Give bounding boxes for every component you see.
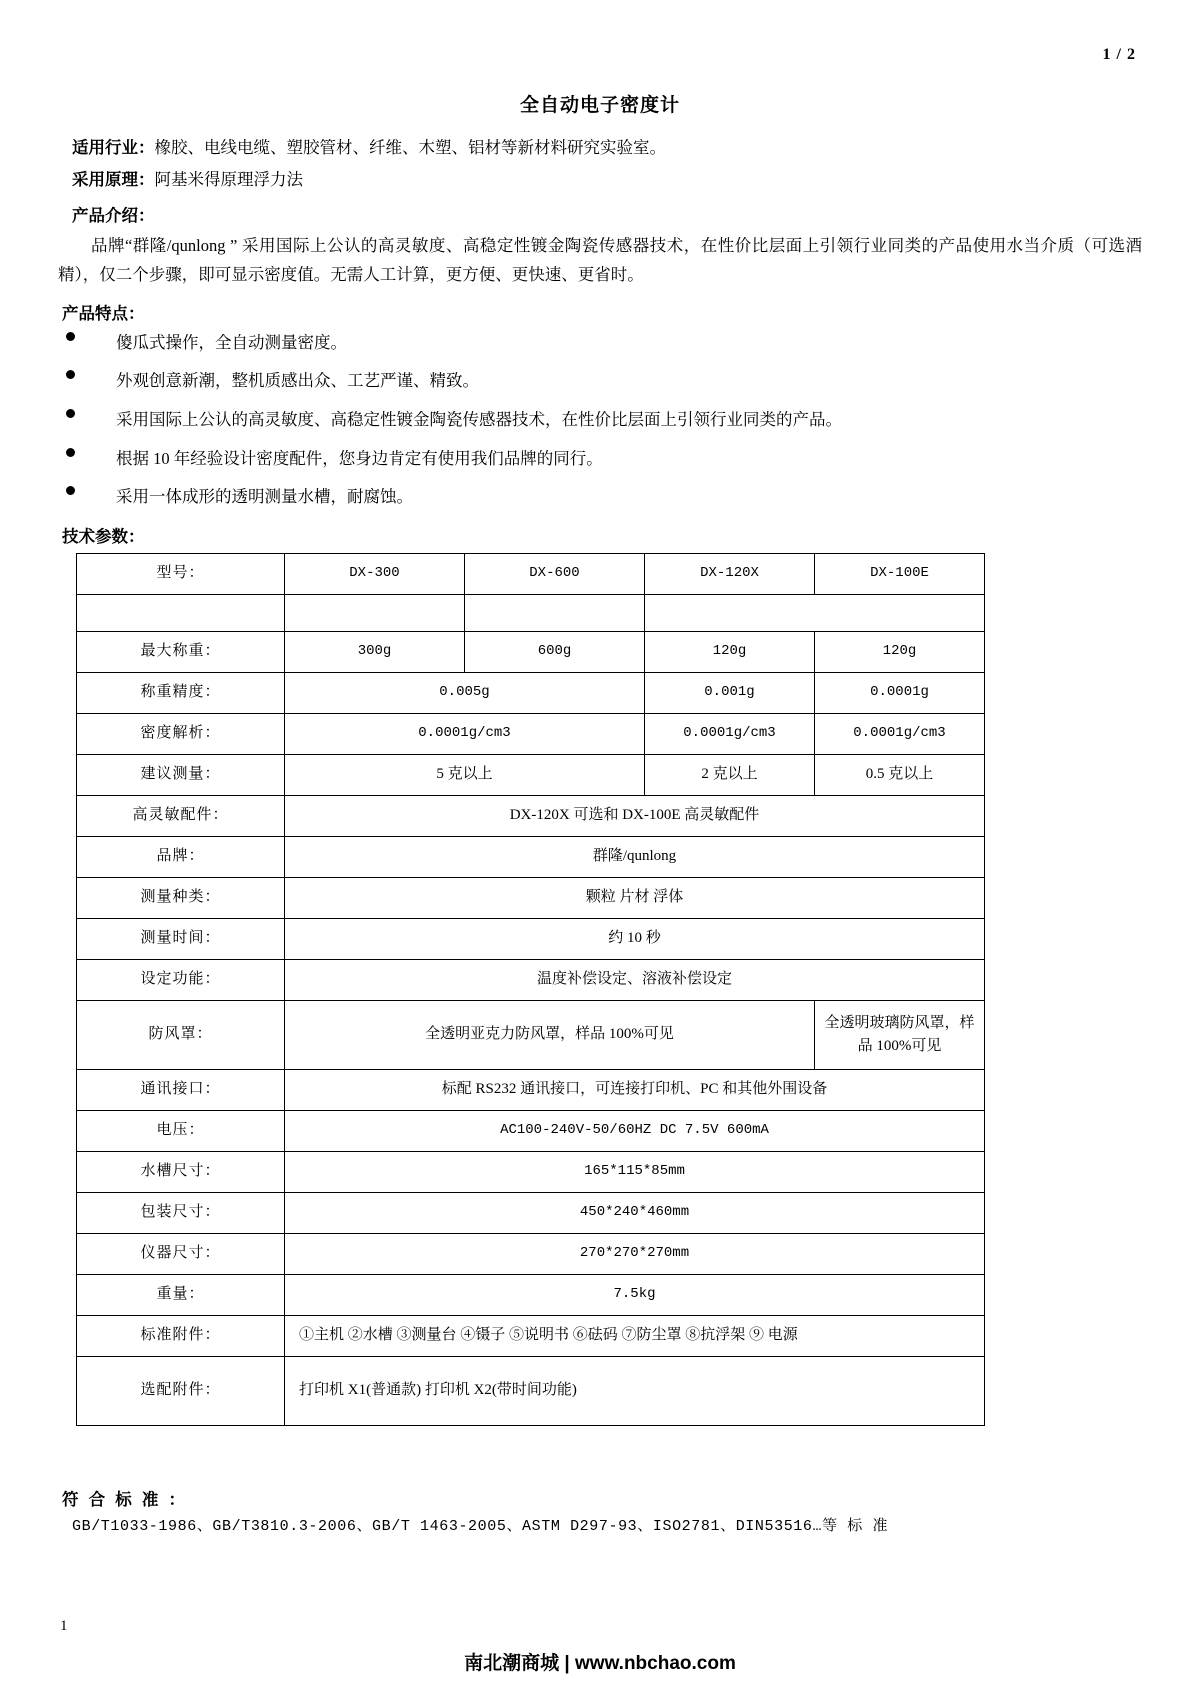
device-size-value: 270*270*270mm: [285, 1233, 985, 1274]
max-weight-value: 120g: [815, 631, 985, 672]
suggest-value: 0.5 克以上: [815, 754, 985, 795]
table-row: [77, 1233, 985, 1274]
table-row: [77, 672, 985, 713]
optional-accessory-value: 打印机 X1(普通款) 打印机 X2(带时间功能): [285, 1356, 985, 1425]
model-label: 型号：: [77, 553, 285, 594]
setting-label: 设定功能：: [77, 959, 285, 1000]
bullet-icon: [66, 370, 75, 379]
resolution-value: 0.0001g/cm3: [815, 713, 985, 754]
feature-text: 傻瓜式操作，全自动测量密度。: [116, 332, 347, 352]
weight-value: 7.5kg: [285, 1274, 985, 1315]
list-item: [58, 446, 1142, 472]
suggest-label: 建议测量：: [77, 754, 285, 795]
windshield-value: 全透明亚克力防风罩，样品 100%可见: [285, 1000, 815, 1069]
accuracy-label: 称重精度：: [77, 672, 285, 713]
sensitive-accessory-label: 高灵敏配件：: [77, 795, 285, 836]
list-item: [58, 368, 1142, 394]
bullet-icon: [66, 409, 75, 418]
table-row: [77, 553, 985, 594]
table-row: [77, 1151, 985, 1192]
setting-value: 温度补偿设定、溶液补偿设定: [285, 959, 985, 1000]
empty-cell: [645, 594, 985, 631]
footer-brand: 南北潮商城 | www.nbchao.com: [464, 1653, 736, 1674]
bullet-icon: [66, 486, 75, 495]
industry-line: [58, 135, 1142, 161]
device-size-label: 仪器尺寸：: [77, 1233, 285, 1274]
bullet-icon: [66, 332, 75, 341]
measure-type-value: 颗粒 片材 浮体: [285, 877, 985, 918]
interface-label: 通讯接口：: [77, 1069, 285, 1110]
brand-label: 品牌：: [77, 836, 285, 877]
voltage-label: 电压：: [77, 1110, 285, 1151]
standard-accessory-label: 标准附件：: [77, 1315, 285, 1356]
suggest-value: 2 克以上: [645, 754, 815, 795]
table-row: [77, 959, 985, 1000]
table-row-spacer: [77, 594, 985, 631]
windshield-value-secondary: 全透明玻璃防风罩，样品 100%可见: [815, 1000, 985, 1069]
features-heading: 产品特点：: [62, 303, 145, 323]
industry-value: 橡胶、电线电缆、塑胶管材、纤维、木塑、铝材等新材料研究实验室。: [154, 138, 666, 157]
model-value: DX-600: [465, 553, 645, 594]
table-row: [77, 1000, 985, 1069]
brand-value: 群隆/qunlong: [285, 836, 985, 877]
accuracy-value: 0.0001g: [815, 672, 985, 713]
max-weight-value: 300g: [285, 631, 465, 672]
list-item: [58, 484, 1142, 510]
feature-text: 采用国际上公认的高灵敏度、高稳定性镀金陶瓷传感器技术，在性价比层面上引领行业同类的产品。: [116, 410, 842, 429]
table-row: [77, 1356, 985, 1425]
resolution-value: 0.0001g/cm3: [645, 713, 815, 754]
page-indicator: 1 / 2: [1102, 46, 1136, 63]
specs-heading: 技术参数：: [62, 526, 145, 546]
empty-cell: [285, 594, 465, 631]
optional-accessory-label: 选配附件：: [77, 1356, 285, 1425]
measure-type-label: 测量种类：: [77, 877, 285, 918]
max-weight-value: 600g: [465, 631, 645, 672]
principle-value: 阿基米得原理浮力法: [154, 169, 303, 189]
empty-cell: [465, 594, 645, 631]
max-weight-value: 120g: [645, 631, 815, 672]
list-item: [58, 330, 1142, 356]
package-size-value: 450*240*460mm: [285, 1192, 985, 1233]
measure-time-value: 约 10 秒: [285, 918, 985, 959]
standards-value: GB/T1033-1986、GB/T3810.3-2006、GB/T 1463-2005、ASTM D297-93、ISO2781、DIN53516…等 标 准: [72, 1517, 889, 1535]
table-row: [77, 918, 985, 959]
page-title: 全自动电子密度计: [519, 95, 680, 116]
suggest-value-merged: 5 克以上: [285, 754, 645, 795]
feature-text: 外观创意新潮，整机质感出众、工艺严谨、精致。: [116, 371, 479, 391]
feature-text: 根据 10 年经验设计密度配件，您身边肯定有使用我们品牌的同行。: [116, 448, 603, 468]
windshield-label: 防风罩：: [77, 1000, 285, 1069]
table-row: [77, 836, 985, 877]
voltage-value: AC100-240V-50/60HZ DC 7.5V 600mA: [285, 1110, 985, 1151]
table-row: [77, 1274, 985, 1315]
model-value: DX-120X: [645, 553, 815, 594]
table-row: [77, 795, 985, 836]
interface-value: 标配 RS232 通讯接口，可连接打印机、PC 和其他外围设备: [285, 1069, 985, 1110]
table-row: [77, 1069, 985, 1110]
bullet-icon: [66, 448, 75, 457]
principle-line: [58, 167, 1142, 193]
table-row: [77, 877, 985, 918]
table-row: [77, 1110, 985, 1151]
table-row: [77, 713, 985, 754]
resolution-label: 密度解析：: [77, 713, 285, 754]
resolution-value-merged: 0.0001g/cm3: [285, 713, 645, 754]
intro-heading: 产品介绍：: [72, 206, 155, 226]
package-size-label: 包装尺寸：: [77, 1192, 285, 1233]
list-item: [58, 407, 1142, 433]
max-weight-label: 最大称重：: [77, 631, 285, 672]
industry-label: 适用行业：: [72, 138, 155, 157]
standard-accessory-value: ①主机 ②水槽 ③测量台 ④镊子 ⑤说明书 ⑥砝码 ⑦防尘罩 ⑧抗浮架 ⑨ 电源: [285, 1315, 985, 1356]
model-value: DX-300: [285, 553, 465, 594]
feature-text: 采用一体成形的透明测量水槽，耐腐蚀。: [116, 487, 413, 507]
footer-page-number: 1: [60, 1618, 68, 1634]
accuracy-value-merged: 0.005g: [285, 672, 645, 713]
measure-time-label: 测量时间：: [77, 918, 285, 959]
table-row: [77, 1315, 985, 1356]
features-list: [58, 330, 1142, 510]
empty-cell: [77, 594, 285, 631]
tank-size-value: 165*115*85mm: [285, 1151, 985, 1192]
table-row: [77, 754, 985, 795]
model-value: DX-100E: [815, 553, 985, 594]
sensitive-accessory-value: DX-120X 可选和 DX-100E 高灵敏配件: [285, 795, 985, 836]
standards-heading: 符 合 标 准 ：: [62, 1489, 188, 1509]
principle-label: 采用原理：: [72, 169, 155, 189]
table-row: [77, 1192, 985, 1233]
accuracy-value: 0.001g: [645, 672, 815, 713]
weight-label: 重量：: [77, 1274, 285, 1315]
table-row: [77, 631, 985, 672]
tank-size-label: 水槽尺寸：: [77, 1151, 285, 1192]
specifications-table: [76, 553, 985, 1426]
intro-paragraph: 品牌“群隆/qunlong ” 采用国际上公认的高灵敏度、高稳定性镀金陶瓷传感器技术，在性价比层面上引领行业同类的产品使用水当介质（可选酒精），仅二个步骤，即可显示密度值。无需人工计算，更方便、更快速、更省时。: [58, 236, 1142, 284]
